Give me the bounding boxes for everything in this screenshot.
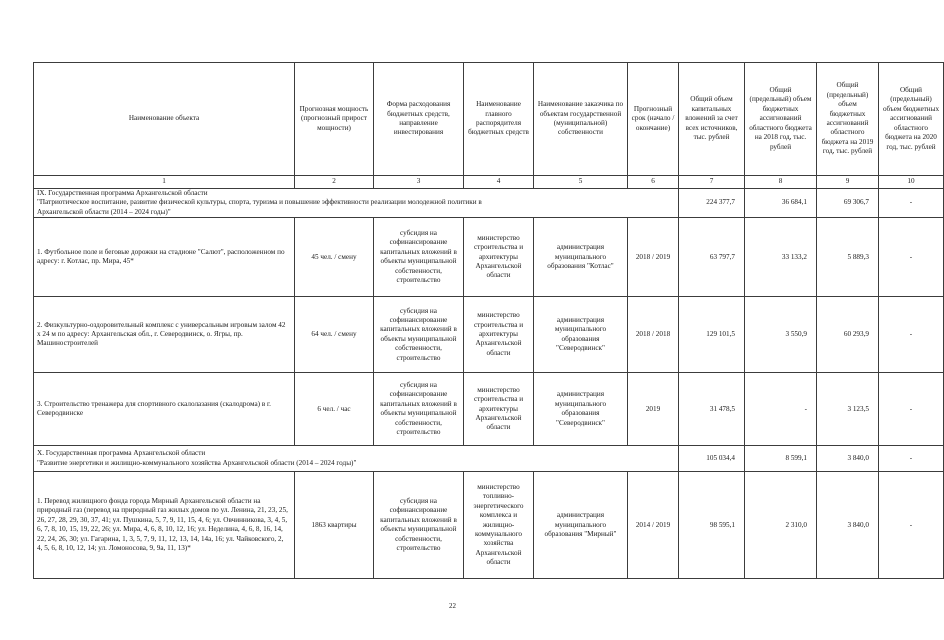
object-total: 63 797,7 — [679, 218, 745, 297]
object-customer: администрация муниципального образования "Северодвинск" — [534, 373, 628, 446]
section-title: IX. Государственная программа Архангельской области — [37, 189, 208, 197]
object-budget-2019: 60 293,9 — [817, 297, 879, 373]
object-budget-2019: 3 840,0 — [817, 472, 879, 579]
column-number: 6 — [628, 176, 679, 189]
object-budget-2018: - — [745, 373, 817, 446]
header-budget-2019: Общий (предельный) объем бюджетных ассигнований областного бюджета на 2019 год, тыс. рублей — [817, 63, 879, 176]
section-budget-2018: 36 684,1 — [745, 189, 817, 218]
header-budget-manager: Наименование главного распорядителя бюджетных средств — [464, 63, 534, 176]
column-number: 7 — [679, 176, 745, 189]
object-budget-2020: - — [879, 218, 944, 297]
section-budget-2019: 69 306,7 — [817, 189, 879, 218]
column-number: 4 — [464, 176, 534, 189]
section-total: 105 034,4 — [679, 446, 745, 472]
section-program: "Развитие энергетики и жилищно-коммунального хозяйства Архангельской области (2014 – 2024 годы)" — [37, 458, 357, 467]
column-number: 3 — [374, 176, 464, 189]
header-row — [34, 63, 944, 176]
column-number: 8 — [745, 176, 817, 189]
object-name: 2. Физкультурно-оздоровительный комплекс с универсальным игровым залом 42 х 24 м по адресу: Архангельская обл., г. Северодвинск, о. Ягры, пр. Машиностроителей — [34, 297, 295, 373]
object-total: 31 478,5 — [679, 373, 745, 446]
object-name: 3. Строительство тренажера для спортивного скалолазания (скалодрома) в г. Северодвинске — [34, 373, 295, 446]
object-capacity: 6 чел. / час — [295, 373, 374, 446]
header-capacity: Прогнозная мощность (прогнозный прирост мощности) — [295, 63, 374, 176]
object-row — [34, 472, 944, 579]
object-budget-2019: 3 123,5 — [817, 373, 879, 446]
object-budget-2020: - — [879, 373, 944, 446]
object-name: 1. Перевод жилищного фонда города Мирный Архангельской области на природный газ (перевод на природный газ жилых домов по ул. Ленина, 21, 23, 25, 26, 27, 28, 29, 30, 37, 41; ул. Пушкина, 5, 7, 9, 11, 15, 4, 6; ул. Овчинникова, 3, 4, 5, 6, 7, 8, 10, 15, 19, 22, 26; ул. Мира, 4, 6, 8, 10, 12, 16; ул. Неделина, 4, 6, 8, 16, 14, 22, 24, 26, 30; ул. Гагарина, 1, 3, 5, 7, 9, 11, 12, 13, 14, 14а, 16; ул. Чайковского, 2, 4, 5, 6, 8, 10, 12, 14; ул. Ломоносова, 9, 9а, 11, 13)* — [34, 472, 295, 579]
section-program: "Патриотическое воспитание, развитие физической культуры, спорта, туризма и повышение эффективности реализации молодежной политики в Архангельской области (2014 – 2024 годы)" — [37, 198, 482, 216]
object-row — [34, 297, 944, 373]
object-funding-form: субсидия на софинансирование капитальных вложений в объекты муниципальной собственности, строительство — [374, 297, 464, 373]
object-funding-form: субсидия на софинансирование капитальных вложений в объекты муниципальной собственности, строительство — [374, 472, 464, 579]
section-row — [34, 189, 944, 218]
section-total: 224 377,7 — [679, 189, 745, 218]
object-budget-2020: - — [879, 297, 944, 373]
object-capacity: 64 чел. / смену — [295, 297, 374, 373]
section-row — [34, 446, 944, 472]
section-budget-2019: 3 840,0 — [817, 446, 879, 472]
object-term: 2019 — [628, 373, 679, 446]
object-budget-manager: министерство топливно-энергетического комплекса и жилищно-коммунального хозяйства Архангельской области — [464, 472, 534, 579]
object-term: 2018 / 2018 — [628, 297, 679, 373]
section-budget-2018: 8 599,1 — [745, 446, 817, 472]
column-number: 1 — [34, 176, 295, 189]
object-budget-manager: министерство строительства и архитектуры Архангельской области — [464, 297, 534, 373]
object-row — [34, 373, 944, 446]
header-total: Общий объем капитальных вложений за счет всех источников, тыс. рублей — [679, 63, 745, 176]
column-number: 2 — [295, 176, 374, 189]
header-budget-2018: Общий (предельный) объем бюджетных ассигнований областного бюджета на 2018 год, тыс. рублей — [745, 63, 817, 176]
object-capacity: 45 чел. / смену — [295, 218, 374, 297]
object-budget-2020: - — [879, 472, 944, 579]
header-customer: Наименование заказчика по объектам государственной (муниципальной) собственности — [534, 63, 628, 176]
object-term: 2018 / 2019 — [628, 218, 679, 297]
header-funding-form: Форма расходования бюджетных средств, направление инвестирования — [374, 63, 464, 176]
object-total: 98 595,1 — [679, 472, 745, 579]
section-budget-2020: - — [879, 446, 944, 472]
column-number: 10 — [879, 176, 944, 189]
object-term: 2014 / 2019 — [628, 472, 679, 579]
object-budget-2018: 3 550,9 — [745, 297, 817, 373]
capital-investments-table — [33, 62, 944, 579]
page-number: 22 — [449, 602, 456, 610]
object-budget-2018: 33 133,2 — [745, 218, 817, 297]
section-budget-2020: - — [879, 189, 944, 218]
object-funding-form: субсидия на софинансирование капитальных вложений в объекты муниципальной собственности, строительство — [374, 373, 464, 446]
object-customer: администрация муниципального образования "Мирный" — [534, 472, 628, 579]
object-budget-2018: 2 310,0 — [745, 472, 817, 579]
section-heading — [34, 446, 679, 472]
object-name: 1. Футбольное поле и беговые дорожки на стадионе "Салют", расположенном по адресу: г. Котлас, пр. Мира, 45* — [34, 218, 295, 297]
column-numbers-row — [34, 176, 944, 189]
section-heading — [34, 189, 679, 218]
section-title: X. Государственная программа Архангельской области — [37, 449, 206, 458]
object-capacity: 1863 квартиры — [295, 472, 374, 579]
object-total: 129 101,5 — [679, 297, 745, 373]
header-budget-2020: Общий (предельный) объем бюджетных ассигнований областного бюджета на 2020 год, тыс. рублей — [879, 63, 944, 176]
column-number: 9 — [817, 176, 879, 189]
column-number: 5 — [534, 176, 628, 189]
header-term: Прогнозный срок (начало / окончание) — [628, 63, 679, 176]
object-budget-manager: министерство строительства и архитектуры Архангельской области — [464, 218, 534, 297]
object-customer: администрация муниципального образования "Котлас" — [534, 218, 628, 297]
object-budget-manager: министерство строительства и архитектуры Архангельской области — [464, 373, 534, 446]
header-object-name: Наименование объекта — [34, 63, 295, 176]
object-budget-2019: 5 889,3 — [817, 218, 879, 297]
object-row — [34, 218, 944, 297]
object-funding-form: субсидия на софинансирование капитальных вложений в объекты муниципальной собственности, строительство — [374, 218, 464, 297]
object-customer: администрация муниципального образования "Северодвинск" — [534, 297, 628, 373]
